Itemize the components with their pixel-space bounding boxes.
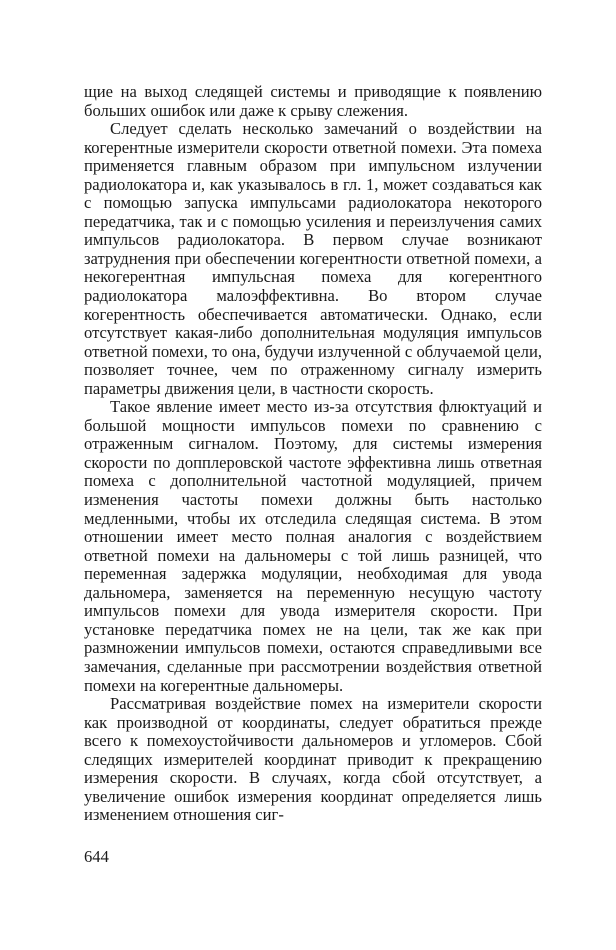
- paragraph-4: Рассматривая воздействие помех на измерители скорости как производной от координаты, следует обратиться прежде всего к помехоустойчивости дальномеров и угломеров. Сбой следящих измерителей координат приводит к прекращению измерения скорости. В случаях, когда сбой отсутствует, а увеличение ошибок измерения координат определяется лишь изменением отношения сиг-: [84, 694, 542, 825]
- body-text: [84, 83, 542, 825]
- paragraph-3: Такое явление имеет место из-за отсутствия флюктуаций и большой мощности импульсов помехи по сравнению с отраженным сигналом. Поэтому, для системы измерения скорости по допплеровской частоте эффективна лишь ответная помеха с дополнительной частотной модуляцией, причем изменения частоты помехи должны быть настолько медленными, чтобы их отследила следящая система. В этом отношении имеет место полная аналогия с воздействием ответной помехи на дальномеры с той лишь разницей, что переменная задержка модуляции, необходимая для увода дальномера, заменяется на переменную несущую частоту импульсов помехи для увода измерителя скорости. При установке передатчика помех не на цели, так же как при размножении импульсов помехи, остаются справедливыми все замечания, сделанные при рассмотрении воздействия ответной помехи на когерентные дальномеры.: [84, 397, 542, 695]
- page-number: 644: [84, 847, 109, 866]
- paragraph-2: Следует сделать несколько замечаний о воздействии на когерентные измерители скорости ответной помехи. Эта помеха применяется главным образом при импульсном излучении радиолокатора и, как указывалось в гл. 1, может создаваться как с помощью запуска импульсами радиолокатора некоторого передатчика, так и с помощью усиления и переизлучения самих импульсов радиолокатора. В первом случае возникают затруднения при обеспечении когерентности ответной помехи, а некогерентная импульсная помеха для когерентного радиолокатора малоэффективна. Во втором случае когерентность обеспечивается автоматически. Однако, если отсутствует какая-либо дополнительная модуляция импульсов ответной помехи, то она, будучи излученной с облучаемой цели, позволяет точнее, чем по отраженному сигналу измерить параметры движения цели, в частности скорость.: [84, 119, 542, 398]
- paragraph-1: щие на выход следящей системы и приводящие к появлению больших ошибок или даже к срыву слежения.: [84, 82, 542, 120]
